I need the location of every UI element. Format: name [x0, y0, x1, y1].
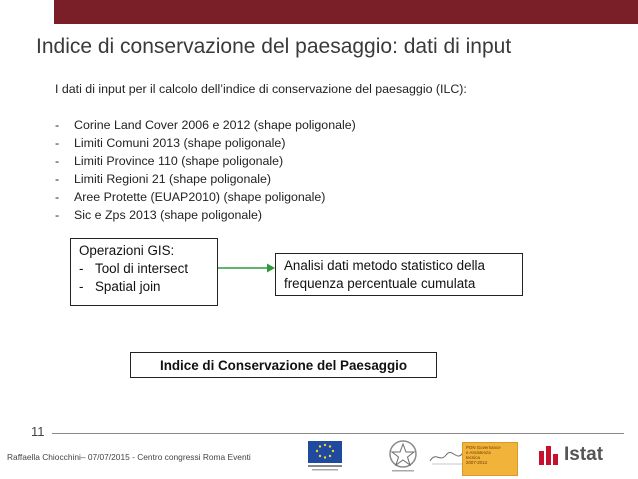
pon-governance-logo: PON Governance e Assistenza tecnica 2007-2013 [462, 442, 518, 476]
flow-arrow-icon [218, 262, 276, 274]
list-item: - Aree Protette (EUAP2010) (shape poligonale) [55, 190, 326, 204]
result-box: Indice di Conservazione del Paesaggio [130, 352, 437, 378]
istat-logo [538, 443, 628, 467]
logo-strip [300, 437, 638, 479]
gis-operations-box [70, 238, 218, 306]
bullet-dash: - [55, 154, 60, 168]
list-item: - Corine Land Cover 2006 e 2012 (shape poligonale) [55, 118, 356, 132]
gis-operations-heading: Operazioni GIS: [79, 243, 175, 258]
slide-title: Indice di conservazione del paesaggio: dati di input [36, 35, 512, 58]
list-item: - Limiti Comuni 2013 (shape poligonale) [55, 136, 286, 150]
list-item: - Sic e Zps 2013 (shape poligonale) [55, 208, 263, 222]
republic-emblem-logo-icon [386, 439, 420, 475]
list-item: - Limiti Province 110 (shape poligonale) [55, 154, 284, 168]
bullet-dash: - [55, 136, 60, 150]
bullet-dash: - [55, 172, 60, 186]
bullet-dash: - [55, 190, 60, 204]
top-bar [54, 0, 638, 24]
intro-text: I dati di input per il calcolo dell’indice di conservazione del paesaggio (ILC): [55, 82, 467, 96]
gis-operation-item: - Tool di intersect [79, 261, 189, 276]
istat-bars-icon [538, 443, 564, 467]
bullet-dash: - [55, 118, 60, 132]
analysis-box: Analisi dati metodo statistico della frequenza percentuale cumulata [275, 253, 523, 296]
eu-flag-logo-icon [306, 439, 346, 473]
gis-operation-item: - Spatial join [79, 279, 161, 294]
list-item: - Limiti Regioni 21 (shape poligonale) [55, 172, 271, 186]
footer-text: Raffaella Chiocchini– 07/07/2015 - Centro congressi Roma Eventi [7, 452, 251, 462]
bullet-dash: - [55, 208, 60, 222]
footer-rule [52, 433, 624, 434]
input-data-list [55, 116, 356, 224]
page-number: 11 [31, 424, 45, 439]
istat-wordmark: Istat [564, 444, 604, 465]
